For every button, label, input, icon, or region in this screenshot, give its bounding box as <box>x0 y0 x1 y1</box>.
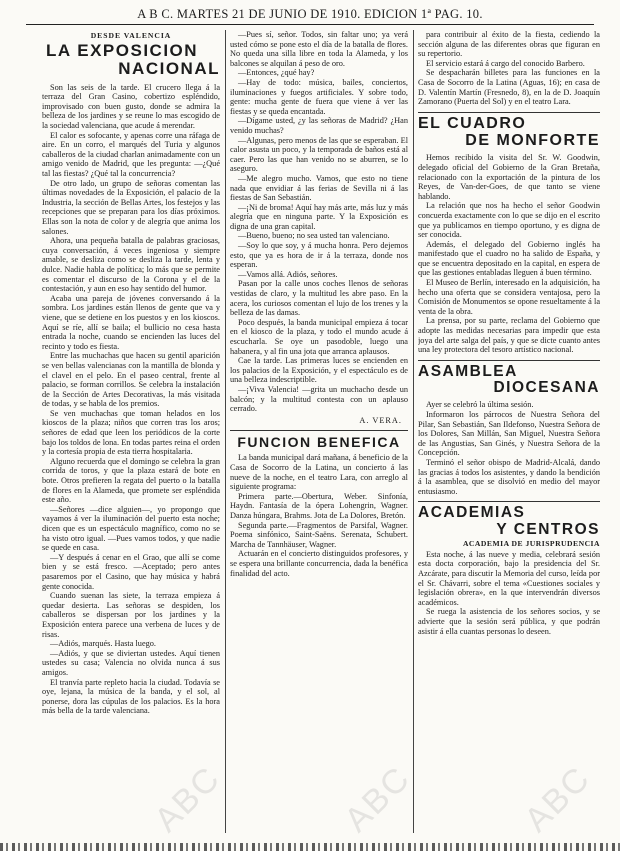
paragraph: Cae la tarde. Las primeras luces se encienden en los palacios de la Exposición, y el espectáculo es de una belleza indescriptible. <box>230 356 408 385</box>
paragraph: —Hay de todo: música, bailes, conciertos, iluminaciones y fuegos artificiales. Y sobre todo, gente: mucha gente de fuera que viene á ver las fiestas y se queda encantada. <box>230 77 408 116</box>
paragraph: La relación que nos ha hecho el señor Goodwin concuerda exactamente con lo que se dijo en el escrito que ya publicamos en tiempo oportuno, y es digna de ser conocida. <box>418 201 600 240</box>
scan-edge-strip <box>0 843 620 851</box>
paragraph: Pasan por la calle unos coches llenos de señoras vestidas de claro, y la multitud les abre paso. En la acera, los curiosos comentan el lujo de los trenes y la belleza de las damas. <box>230 279 408 318</box>
paragraph: Acaba una pareja de jóvenes conversando á la sombra. Los jardines están llenos de gente que va y viene, que se detiene en los puestos y en los kioscos. Aquí se ríe, allí se baila; el bullicio no cesa hasta entrada la noche, cuando se encienden las luces del recinto y todo es fiesta. <box>42 293 220 351</box>
section-title-asamblea-line-1: ASAMBLEA <box>418 362 518 380</box>
paragraph: Primera parte.—Obertura, Weber. Sinfonía, Haydn. Fantasía de la ópera Lohengrin, Wagner. Danza húngara, Brahms. Jota de La Dolores, Bretón. <box>230 491 408 520</box>
column-3 <box>418 30 600 833</box>
article-title-line-2: NACIONAL <box>118 58 220 78</box>
paragraph: Terminó el señor obispo de Madrid-Alcalá, dando las gracias á todos los asistentes, y dando la bendición á la asamblea, que se disolvió en medio del mayor entusiasmo. <box>418 457 600 496</box>
paragraph: Ahora, una pequeña batalla de palabras graciosas, cuya conversación, á veces ingeniosa y siempre amable, se desliza como se desliza la tarde, lenta y dulce. Nadie habla de política; lo más que se permite es comentar el discurso de la Corona y el de la contestación, y aun en eso hay sentido del humor. <box>42 236 220 294</box>
paragraph: Segunda parte.—Fragmentos de Parsifal, Wagner. Poema sinfónico, Saint-Saëns. Serenata, Schubert. Marcha de Tannhäuser, Wagner. <box>230 520 408 549</box>
paragraph: El calor es sofocante, y apenas corre una ráfaga de aire. En un corro, el marqués del Turia y algunos caballeros de la ciudad charlan animadamente con un amigo venido de Madrid, que les pregunta: —¿Qué tal las fiestas? ¿Qué tal la concurrencia? <box>42 130 220 179</box>
section-title-academias-line-1: ACADEMIAS <box>418 504 526 522</box>
paragraph: Además, el delegado del Gobierno inglés ha manifestado que el cuadro no ha salido de España, y que se encuentra depositado en la capital, en espera de que las gestiones entabladas lleguen á buen término. <box>418 239 600 278</box>
author-signature: A. VERA. <box>359 415 402 425</box>
paragraph: Ayer se celebró la última sesión. <box>426 400 534 410</box>
paragraph: Informaron los párrocos de Nuestra Señora del Pilar, San Sebastián, San Ildefonso, Nuestra Señora de los Dolores, San Millán, San Miguel, Nuestra Señora de las Angustias, San Ginés, y Nuestra Señora de la Concepción. <box>418 409 600 458</box>
paragraph: —¡Viva Valencia! —grita un muchacho desde un balcón; y la multitud contesta con un aplauso cerrado. <box>230 384 408 414</box>
running-header: A B C. MARTES 21 DE JUNIO DE 1910. EDICION 1ª PAG. 10. <box>26 6 594 25</box>
paragraph: Son las seis de la tarde. El crucero llega á la terraza del Gran Casino, cobertizo espléndido, improvisado con buen gusto, donde se admira la belleza de los jardines y se reune lo mas escogido de la sociedad valenciana, que acude á merendar. <box>42 82 220 131</box>
paragraph: para contribuir al éxito de la fiesta, cediendo la sección alguna de las diferentes obras que figuran en su repertorio. <box>418 30 600 59</box>
kicker: DESDE VALENCIA <box>90 31 172 40</box>
paragraph: La prensa, por su parte, reclama del Gobierno que adopte las medidas necesarias para impedir que esta joya del arte salga del país, y que se dicte cuanto antes una ley protectora del tesoro artístico nacional. <box>418 316 600 355</box>
paragraph: —Adiós, y que se diviertan ustedes. Aquí tienen ustedes su casa; Valencia no olvida nunca á sus amigos. <box>42 648 220 677</box>
paragraph: Cuando suenan las siete, la terraza empieza á quedar desierta. Las señoras se despiden, los caballeros se dispersan por los jardines y la Exposición entera parece una verbena de luces y de risas. <box>42 591 220 639</box>
watermark: ABC <box>147 758 228 840</box>
paragraph: —Soy lo que soy, y á mucha honra. Pero dejemos esto, que ya es hora de ir á la terraza, donde nos esperan. <box>230 241 408 270</box>
column-rule-1 <box>225 30 226 833</box>
paragraph: —Me alegro mucho. Vamos, que esto no tiene nada que envidiar á las ferias de Sevilla ni á las fiestas de San Sebastián. <box>230 173 408 203</box>
paragraph: —Entonces, ¿qué hay? <box>238 68 315 78</box>
paragraph: Hemos recibido la visita del Sr. W. Goodwin, delegado oficial del Gobierno de la Gran Bretaña, relacionado con la exportación de la pintura de los Reyes, de Van-der-Goes, de que tanto se viene hablando. <box>418 153 600 201</box>
paragraph: Se ruega la asistencia de los señores socios, y se advierte que la sesión será pública, y que podrán asistir á ella cuantas personas lo deseen. <box>418 607 600 636</box>
watermark: ABC <box>337 758 418 840</box>
paragraph: Se ven muchachas que toman helados en los kioscos de la plaza; niños que corren tras los aros; señores de edad que leen los periódicos de la corte bajo los toldos de lona. En todas partes reina el orden y la cortesía propia de esta tierra hospitalaria. <box>42 408 220 457</box>
paragraph: El Museo de Berlín, interesado en la adquisición, ha hecho una oferta que se considera ventajosa, pero la Comisión de Monumentos se opone resueltamente á la venta de la obra. <box>418 278 600 316</box>
paragraph: Actuarán en el concierto distinguidos profesores, y se espera una brillante concurrencia, dada la benéfica finalidad del acto. <box>230 549 408 578</box>
column-2 <box>230 30 408 833</box>
section-title-cuadro-line-2: DE MONFORTE <box>465 131 600 149</box>
section-divider <box>418 360 600 361</box>
paragraph: —Señores —dice alguien—, yo propongo que vayamos á ver la iluminación del puerto esta noche; dicen que es un espectáculo magnífico, como no se ha visto otro igual. —Pues vamos todos, y que nadie se quede en casa. <box>42 504 220 553</box>
paragraph: Se despacharán billetes para las funciones en la Casa de Socorro de la Latina (Aguas, 16); en casa de D. Valentín Martín (Fresnedo, 8), en la de D. Joaquín Zamorano (Puerta del Sol) y en el teatro Lara. <box>418 68 600 107</box>
paragraph: El tranvía parte repleto hacia la ciudad. Todavía se oye, lejana, la música de la banda, y el sol, al ponerse, dora las cúpulas de los palacios. Es la hora más bella de la tarde valenciana. <box>42 677 220 716</box>
column-1 <box>42 30 220 833</box>
column-rule-2 <box>413 30 414 833</box>
section-divider <box>418 112 600 113</box>
paragraph: —Algunas, pero menos de las que se esperaban. El calor asusta un poco, y la temporada de baños está al caer. Pero las que han venido no se aburren, se lo aseguro. <box>230 135 408 174</box>
section-divider <box>230 430 408 431</box>
paragraph: De otro lado, un grupo de señoras comentan las últimas novedades de la Exposición, el palacio de la Industria, la sección de Bellas Artes, los festejos y las recepciones que se preparan para los días próximos. Ellas son la nota de color y de alegría que anima los salones. <box>42 178 220 236</box>
watermark: ABC <box>517 758 598 840</box>
section-divider <box>418 501 600 502</box>
paragraph: —Vamos allá. Adiós, señores. <box>238 269 338 279</box>
paragraph: Entre las muchachas que hacen su gentil aparición se ven bellas valencianas con la mantilla de blonda y el clavel en el pelo. En el paseo central, frente al palacio, se forman corrillos. Se celebra la instalación de la Sección de Artes Decorativas, la más visitada de todas, y se habla de los premios. <box>42 351 220 409</box>
paragraph: Poco después, la banda municipal empieza á tocar en el kiosco de la plaza, y todo el mundo acude á escucharla. Se oye un pasodoble, luego una habanera, y al fin una jota que arranca aplausos. <box>230 317 408 356</box>
article-title-line-1: LA EXPOSICION <box>46 41 199 60</box>
paragraph: —Dígame usted, ¿y las señoras de Madrid? ¿Han venido muchas? <box>230 116 408 135</box>
section-title-academias-line-2: Y CENTROS <box>496 520 600 538</box>
section-title-funcion-benefica: FUNCION BENEFICA <box>237 433 401 450</box>
section-title-cuadro-line-1: EL CUADRO <box>418 114 527 132</box>
paragraph: Esta noche, á las nueve y media, celebrará sesión esta docta corporación, bajo la presidencia del Sr. Azcárate, para discutir la Memoria del curso, leída por el Sr. Chávarri, sobre el tema «Cuestiones sociales y legislación obrera», en la que intervendrán diversos académicos. <box>418 549 600 607</box>
paragraph: La banda municipal dará mañana, á beneficio de la Casa de Socorro de la Latina, un concierto á las nueve de la noche, en el teatro Lara, con arreglo al siguiente programa: <box>230 453 408 492</box>
paragraph: —Adiós, marqués. Hasta luego. <box>50 639 156 649</box>
paragraph: —¡Ni de broma! Aquí hay más arte, más luz y más alegría que en ninguna parte. Y la Exposición es digna de una gran capital. <box>230 202 408 231</box>
paragraph: —Bueno, bueno; no sea usted tan valenciano. <box>238 231 390 241</box>
section-title-asamblea-line-2: DIOCESANA <box>493 379 600 397</box>
paragraph: —Y después á cenar en el Grao, que allí se come bien y se está fresco. —Aceptado; pero antes pasaremos por el Casino, que hay música y habrá gente conocida. <box>42 552 220 591</box>
paragraph: El servicio estará á cargo del conocido Barbero. <box>426 58 585 68</box>
paragraph: Alguno recuerda que el domingo se celebra la gran corrida de toros, y que la plaza estará de bote en bote. Otros prefieren la regata del puerto o la batalla de flores en la Alameda, que promete ser espléndida este año. <box>42 456 220 505</box>
paragraph: —Pues sí, señor. Todos, sin faltar uno; ya verá usted cómo se pone esto el día de la batalla de flores. No queda una silla libre en toda la Alameda, y los balcones se alquilan á peso de oro. <box>230 30 408 68</box>
subsection-title: ACADEMIA DE JURISPRUDENCIA <box>462 538 600 548</box>
